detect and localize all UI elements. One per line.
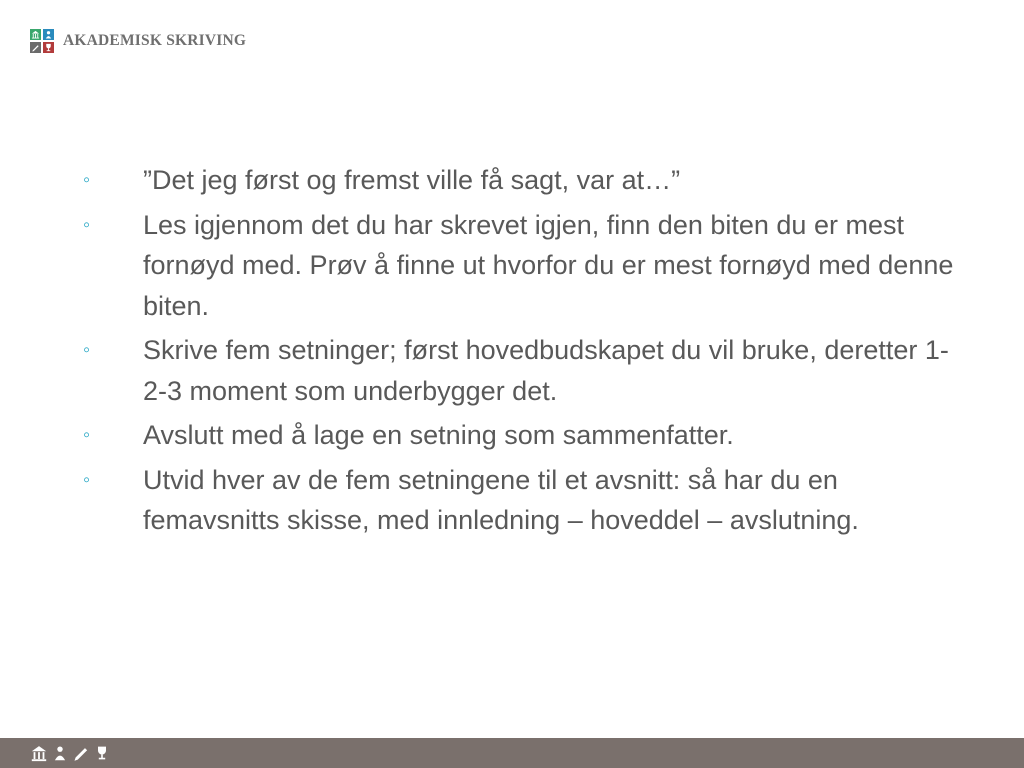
bullet-marker: ◦ — [83, 339, 91, 361]
bullet-item — [0, 330, 1024, 411]
bullet-list — [0, 160, 1024, 545]
bullet-item — [0, 460, 1024, 541]
bullet-item — [0, 415, 1024, 456]
pencil-icon — [72, 744, 90, 762]
footer-icons — [30, 744, 110, 762]
footer-bar — [0, 738, 1024, 768]
bullet-text: Avslutt med å lage en setning som sammenfatter. — [143, 420, 734, 450]
trophy-icon — [94, 744, 110, 762]
person-icon — [52, 744, 68, 762]
bullet-marker: ◦ — [83, 213, 91, 236]
building-icon — [30, 29, 41, 40]
pencil-icon — [30, 42, 41, 53]
bullet-text: Les igjennom det du har skrevet igjen, finn den biten du er mest fornøyd med. Prøv å finne ut hvorfor du er mest fornøyd med denne biten. — [143, 209, 954, 321]
bullet-marker: ◦ — [83, 169, 91, 191]
trophy-icon — [43, 42, 54, 53]
building-icon — [30, 744, 48, 762]
bullet-item — [0, 205, 1024, 327]
bullet-item — [0, 160, 1024, 201]
bullet-text: ”Det jeg først og fremst ville få sagt, var at…” — [143, 165, 681, 195]
person-icon — [43, 29, 54, 40]
bullet-text: Skrive fem setninger; først hovedbudskapet du vil bruke, deretter 1-2-3 moment som underbygger det. — [143, 335, 949, 406]
bullet-text: Utvid hver av de fem setningene til et avsnitt: så har du en femavsnitts skisse, med innledning – hoveddel – avslutning. — [143, 464, 859, 535]
bullet-marker: ◦ — [83, 424, 91, 446]
logo-text: AKADEMISK SKRIVING — [63, 32, 247, 49]
logo-icon-grid — [30, 29, 54, 53]
logo — [30, 29, 246, 53]
bullet-marker: ◦ — [83, 468, 91, 491]
